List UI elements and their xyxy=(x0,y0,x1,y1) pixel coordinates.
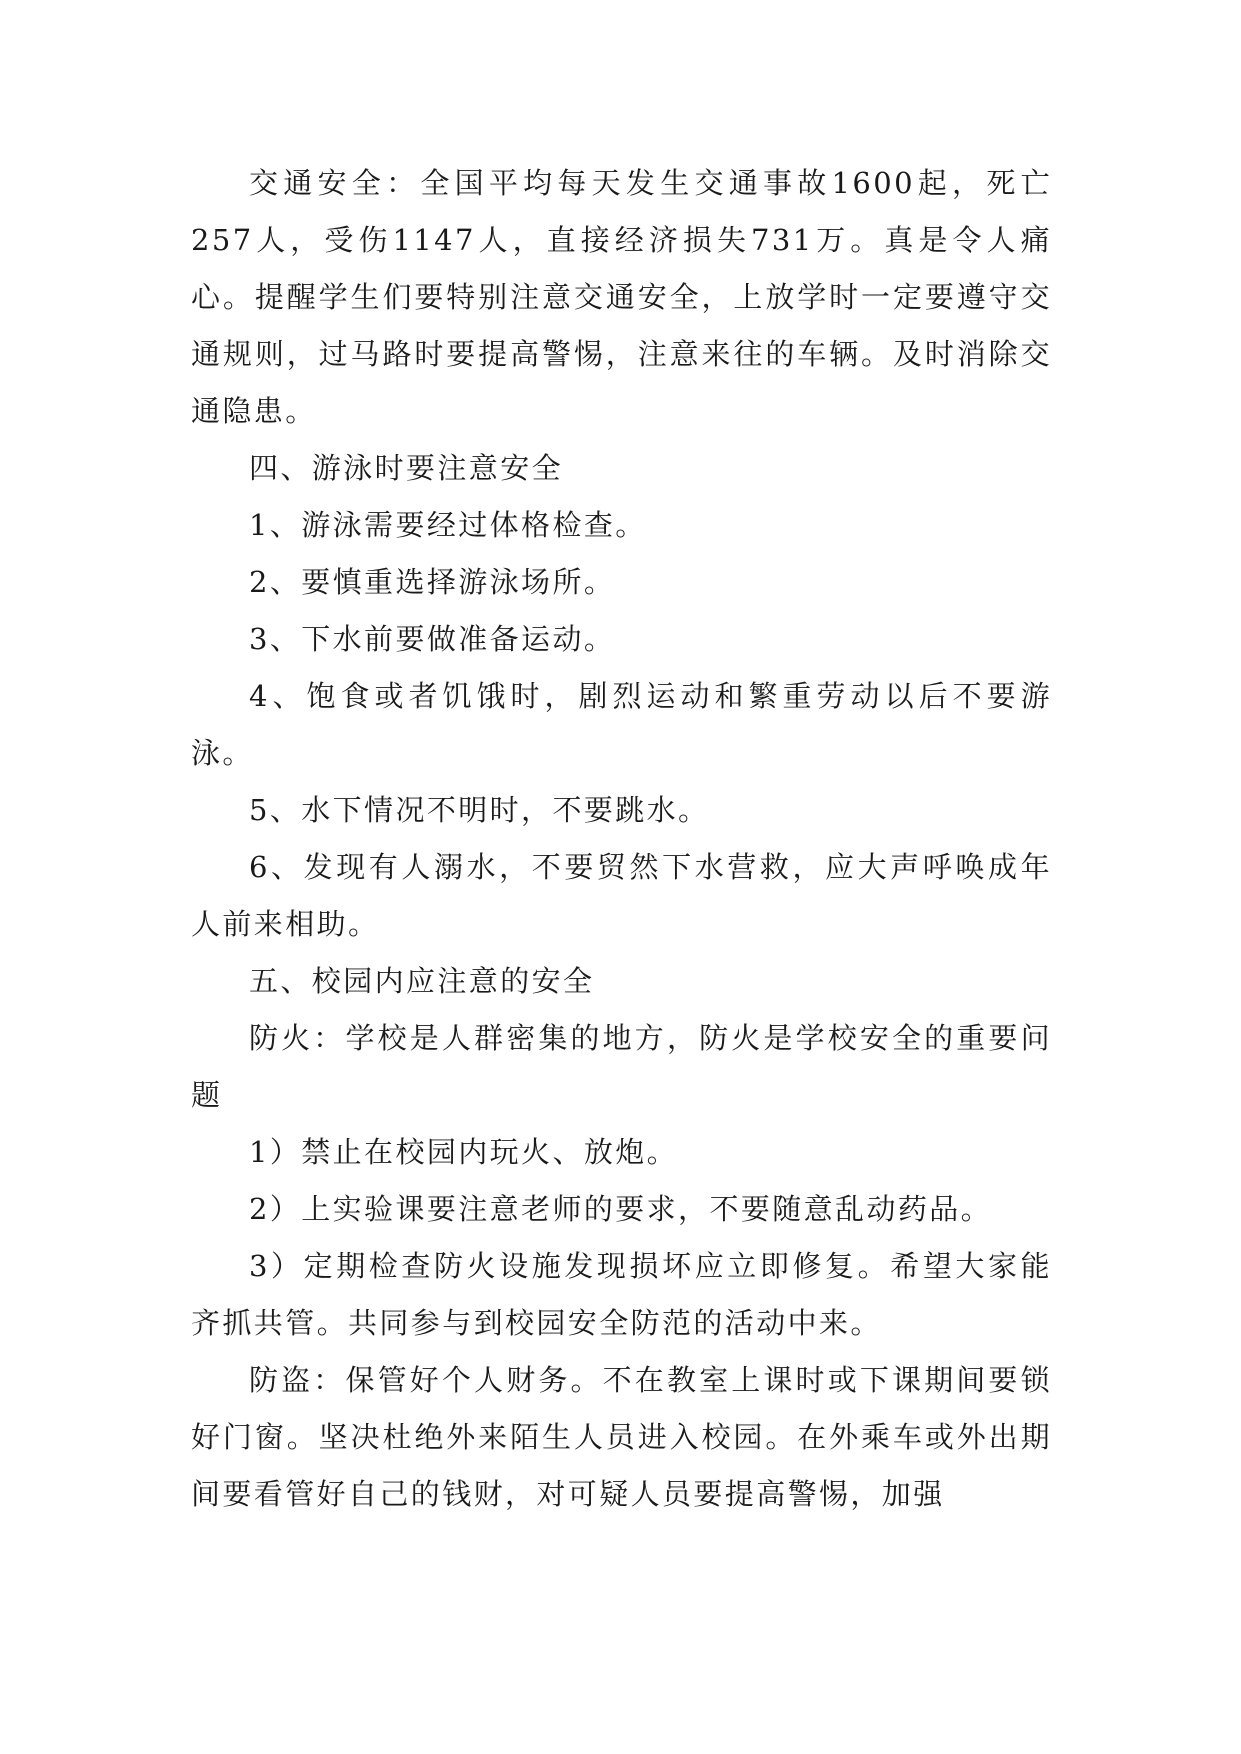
list-item: 6、发现有人溺水，不要贸然下水营救，应大声呼唤成年人前来相助。 xyxy=(191,850,1052,941)
paragraph-traffic-safety: 交通安全：全国平均每天发生交通事故1600起，死亡257人，受伤1147人，直接经济损失731万。真是令人痛心。提醒学生们要特别注意交通安全，上放学时一定要遵守交通规则，过马路时要提高警惕，注意来往的车辆。及时消除交通隐患。 xyxy=(191,166,1052,428)
list-item: 2）上实验课要注意老师的要求，不要随意乱动药品。 xyxy=(249,1192,993,1226)
list-item: 1）禁止在校园内玩火、放炮。 xyxy=(249,1135,679,1169)
section-heading-swimming: 四、游泳时要注意安全 xyxy=(249,451,564,485)
list-item: 4、饱食或者饥饿时，剧烈运动和繁重劳动以后不要游泳。 xyxy=(191,679,1052,770)
list-item: 5、水下情况不明时，不要跳水。 xyxy=(249,793,710,827)
list-item: 2、要慎重选择游泳场所。 xyxy=(249,565,616,599)
list-item: 3）定期检查防火设施发现损坏应立即修复。希望大家能齐抓共管。共同参与到校园安全防范的活动中来。 xyxy=(191,1249,1052,1340)
paragraph-theft-prevention: 防盗：保管好个人财务。不在教室上课时或下课期间要锁好门窗。坚决杜绝外来陌生人员进入校园。在外乘车或外出期间要看管好自己的钱财，对可疑人员要提高警惕，加强 xyxy=(191,1363,1052,1511)
paragraph-fire-prevention: 防火：学校是人群密集的地方，防火是学校安全的重要问题 xyxy=(191,1021,1052,1112)
document-page xyxy=(191,155,1052,1523)
section-heading-campus: 五、校园内应注意的安全 xyxy=(249,964,595,998)
list-item: 3、下水前要做准备运动。 xyxy=(249,622,616,656)
list-item: 1、游泳需要经过体格检查。 xyxy=(249,508,647,542)
